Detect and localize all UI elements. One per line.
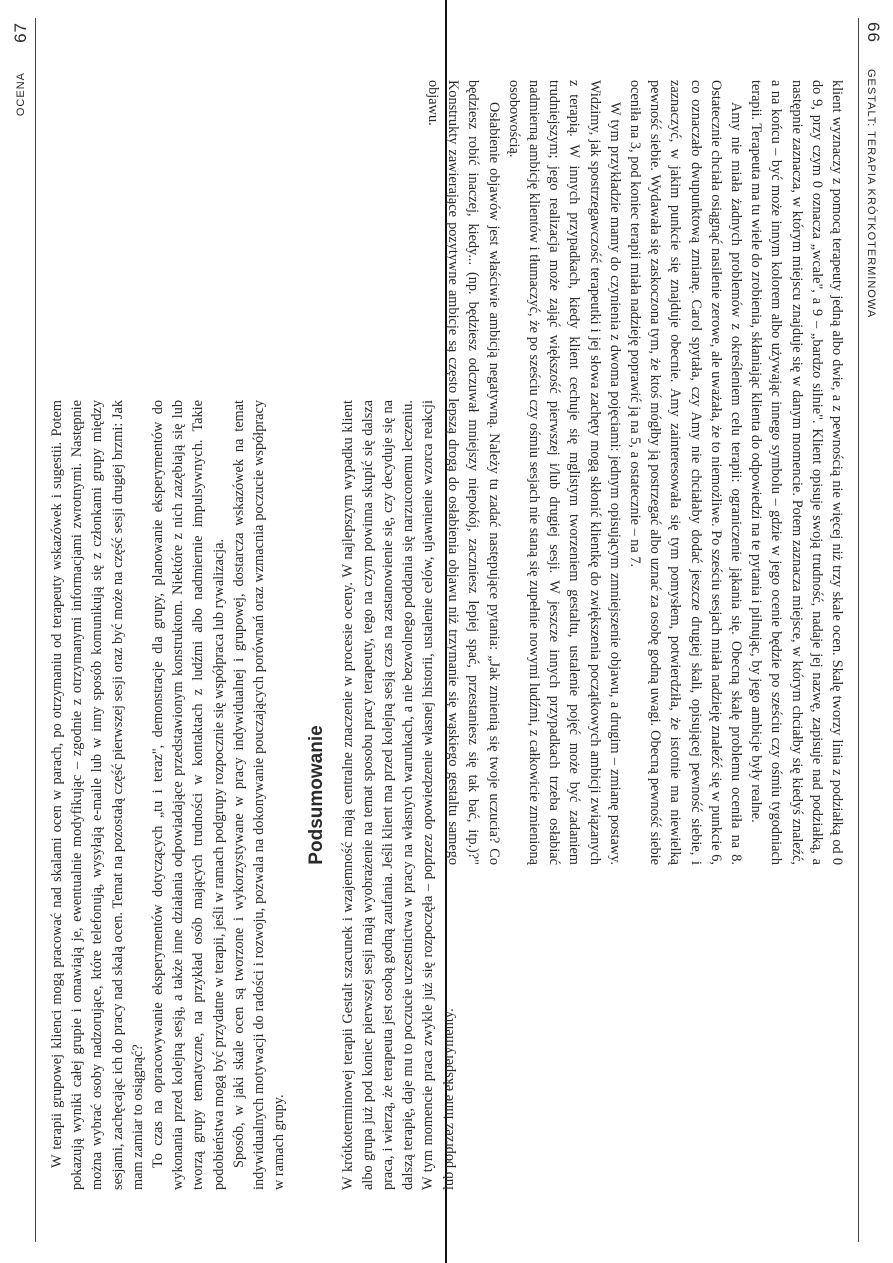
paragraph: W tym przykładzie mamy do czynienia z dwoma pojęciami: jednym opisującym zmniejszenie objawu, a drugim – zmianę postawy. Widzimy, jak spostrzegawczość terapeutki i jej słowa zachęty mogą skłonić klientkę do zwiększenia początkowych ambicji związanych z terapią. W innych przypadkach, kiedy klient cechuje się mglistym tworzeniem gestaltu, ustalenie pojęć może być zadaniem trudniejszym; jego realizacja może zająć większość pierwszej i/lub drugiej sesji. W jeszcze innych przypadkach trzeba osłabiać nadmierną ambicję klientów i tłumaczyć, że po sześciu czy ośmiu sesjach nie staną się zupełnie nowymi ludźmi, z całkowicie zmienioną osobowością.: [505, 80, 623, 865]
header-rule: [858, 18, 859, 1242]
page-header: [859, 22, 883, 1238]
section-title: Podsumowanie: [306, 725, 328, 865]
running-head: OCENA: [15, 72, 27, 117]
page-66-inner: [424, 0, 893, 1260]
page-number: 66: [864, 22, 883, 43]
body-text: [423, 80, 847, 865]
paragraph: To czas na opracowywanie eksperymentów dotyczących „tu i teraz", demonstracje dla grupy, planowanie eksperymentów do wykonania przed kolejną sesją, a także inne działania odpowiadające przedstawionym konstruktom. Niektóre z nich zazębiają się lub tworzą grupy tematyczne, na przykład osób mających trudności w kontaktach z ludźmi albo nadmiernie impulsywnych. Takie podobieństwa mogą być przydatne w terapii, jeśli w ramach podgrupy rozpocznie się współpraca lub rywalizacja.: [150, 400, 227, 1190]
paragraph: klient wyznaczy z pomocą terapeuty jedną albo dwie, a z pewnością nie więcej niż trzy skale ocen. Skalę tworzy linia z podziałką od 0 do 9, przy czym 0 oznacza „wcale", a 9 – „bardzo silnie". Klient opisuje swoją trudność, nadaje jej nazwę, zapisuje nad podziałką, a następnie zaznacza, w którym miejscu znajduje się w danym momencie. Potem zaznacza miejsce, w którym chciałby się kiedyś znaleźć, a na końcu – być może innym kolorem albo używając innego symbolu – gdzie w jego ocenie będzie po sześciu czy ośmiu tygodniach terapii. Terapeuta ma tu wiele do zrobienia, skłaniając klienta do odpowiedzi na te pytania i pilnując, by jego ambicje były realne.: [748, 80, 845, 865]
running-head: GESTALT: TERAPIA KRÓTKOTERMINOWA: [865, 68, 877, 319]
page-66: [424, 0, 893, 1260]
body-text: [47, 400, 459, 1190]
paragraph: W terapii grupowej klienci mogą pracować nad skalami ocen w parach, po otrzymaniu od terapeuty wskazówek i sugestii. Potem pokazują wyniki całej grupie i omawiają je, ewentualnie modyfikując – zgodnie z otrzymanymi informacjami zwrotnymi. Następnie można wybrać osoby nadzorujące, które telefonują, wysyłają e-maile lub w inny sposób komunikują się z członkami grupy między sesjami, zachęcając ich do pracy nad skalą ocen. Temat na pozostałą część pierwszej sesji oraz być może na część sesji drugiej brzmi: Jak mam zamiar to osiągnąć?: [49, 400, 146, 1190]
page-header: [11, 22, 35, 1238]
paragraph: Osłabienie objawów jest właściwie ambicją negatywną. Należy tu zadać następujące pytania: „Jak zmienią się twoje uczucia? Co będziesz robić inaczej, kiedy... (np. będziesz odczuwał mniejszy niepokój, zaczniesz lepiej spać, przestaniesz się tak bać, itp.)?" Konstrukty zawierające pozytywne ambicje są często lepszą drogą do osłabienia objawu niż trzymanie się wąskiego gestaltu samego objawu.: [424, 80, 502, 865]
paragraph: W krótkoterminowej terapii Gestalt szacunek i wzajemność mają centralne znaczenie w procesie oceny. W najlepszym wypadku klient albo grupa już pod koniec pierwszej sesji mają wyobrażenie na temat sposobu pracy terapeuty, tego na czym powinna skupić się dalsza praca, i wierzą, że terapeuta jest osobą godną zaufania. Jeśli klient ma przed kolejną sesją czas na zastanowienie się, czy decyduje się na dalszą terapię, daje mu to poczucie uczestnictwa w pracy na własnych warunkach, a nie bezwolnego poddania się narzuconemu leczeniu. W tym momencie praca zwykle już się rozpoczęła – poprzez opowiedzenie własnej historii, ustalenie celów, ujawnienie wzorca reakcji lub poprzez inne eksperymenty.: [339, 400, 457, 1190]
paragraph: Amy nie miała żadnych problemów z określeniem celu terapii: ograniczenie jąkania się. Obecną skalę problemu oceniła na 8. Ostatecznie chciała osiągnąć nasilenie zerowe, ale uważała, że to niemożliwe. Po sześciu sesjach miała nadzieję znaleźć się w punkcie 6, co oznaczało dwupunktową zmianę. Carol spytała, czy Amy nie chciałaby dodać jeszcze drugiej skali, opisującej pewność siebie, i zaznaczyć, w jakim punkcie się znajduje obecnie. Amy zainteresowała się tym pomysłem, potwierdziła, że istotnie ma niewielką pewność siebie. Wydawała się zaskoczona tym, że ktoś mógłby ją postrzegać albo uznać za osobę godną uwagi. Obecną pewność siebie oceniła na 3, pod koniec terapii miała nadzieję poprawić ją na 5, a ostatecznie – na 7.: [626, 80, 744, 865]
header-rule: [35, 18, 36, 1242]
paragraph: Sposób, w jaki skale ocen są tworzone i wykorzystywane w pracy indywidualnej i grupowej, dostarcza wskazówek na temat indywidualnych motywacji do radości i rozwoju, pozwala na dokonywanie pouczających porównań oraz wzmacnia poczucie współpracy w ramach grupy.: [230, 400, 288, 1190]
page-number: 67: [11, 22, 30, 43]
